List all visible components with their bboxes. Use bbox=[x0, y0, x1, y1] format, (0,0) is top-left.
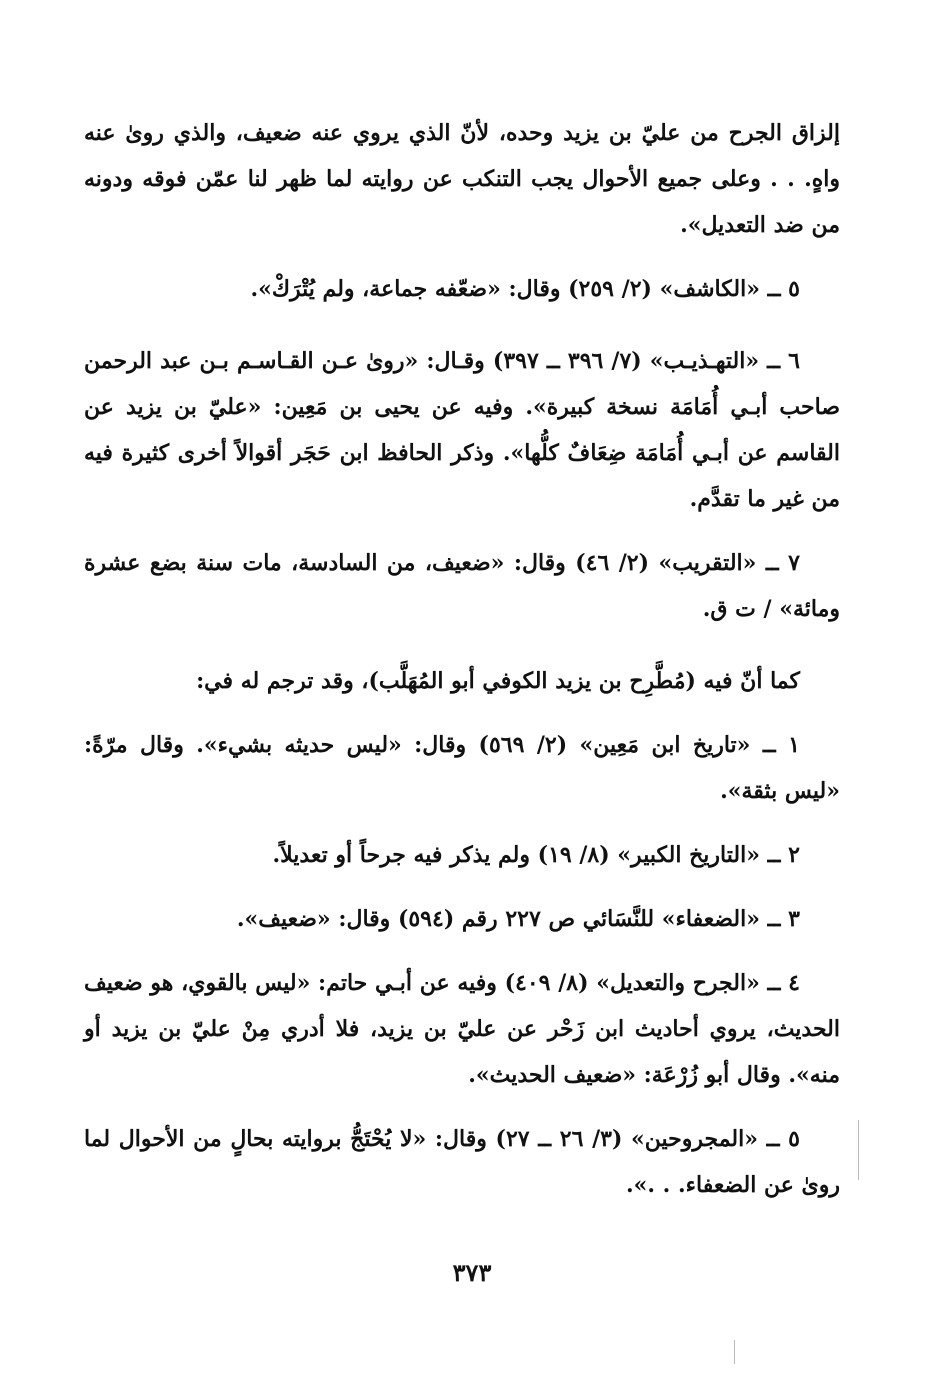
paragraph-mutarrih-intro: كما أنّ فيه (مُطَّرِح بن يزيد الكوفي أبو المُهَلَّب)، وقد ترجم له في: bbox=[196, 668, 800, 694]
paragraph-item-6-tahdhib: ٦ ــ «التهـذيـب» (٧/ ٣٩٦ ــ ٣٩٧) وقـال: «روىٰ عـن القـاسـم بـن عبد الرحمن صاحب أبـي أُمَامَة نسخة كبيرة». وفيه عن يحيى بن مَعِين: «عليّ بن يزيد عن القاسم عن أبـي أُمَامَة ضِعَافٌ كلُّها». وذكر الحافظ ابن حَجَر أقوالاً أخرى كثيرة فيه من غير ما تقدَّم. bbox=[84, 348, 840, 512]
paragraph-item-5-kashif: ٥ ــ «الكاشف» (٢/ ٢٥٩) وقال: «ضعّفه جماعة، ولم يُتْرَكْ». bbox=[250, 276, 800, 302]
paragraph-item-1-tarikh-ibn-main: ١ ــ «تاريخ ابن مَعِين» (٢/ ٥٦٩) وقال: «ليس حديثه بشيء». وقال مرّةً: «ليس بثقة». bbox=[84, 732, 840, 804]
scan-margin-mark bbox=[858, 1120, 859, 1180]
paragraph-item-3-duafa-nasai: ٣ ــ «الضعفاء» للنَّسَائي ص ٢٢٧ رقم (٥٩٤) وقال: «ضعيف». bbox=[236, 906, 800, 932]
paragraph-item-5-majruhin: ٥ ــ «المجروحين» (٣/ ٢٦ ــ ٢٧) وقال: «لا يُحْتَجُّ بروايته بحالٍ من الأحوال لما روىٰ عن الضعفاء. . .». bbox=[84, 1126, 840, 1198]
scan-margin-mark bbox=[734, 1340, 735, 1364]
paragraph-item-7-taqrib: ٧ ــ «التقريب» (٢/ ٤٦) وقال: «ضعيف، من السادسة، مات سنة بضع عشرة ومائة» / ت ق. bbox=[84, 550, 840, 622]
page-number: ٣٧٣ bbox=[452, 1258, 492, 1287]
page-body bbox=[84, 110, 840, 1226]
paragraph-continuation: إلزاق الجرح من عليّ بن يزيد وحده، لأنّ الذي يروي عنه ضعيف، والذي روىٰ عنه واهٍ. . . وعلى جميع الأحوال يجب التنكب عن روايته لما ظهر لنا عمّن فوقه ودونه من ضد التعديل». bbox=[84, 120, 840, 238]
paragraph-item-4-jarh-tadil: ٤ ــ «الجرح والتعديل» (٨/ ٤٠٩) وفيه عن أبـي حاتم: «ليس بالقوي، هو ضعيف الحديث، يروي أحاديث ابن زَحْر عن عليّ بن يزيد، فلا أدري مِنْ عليّ بن يزيد أو منه». وقال أبو زُرْعَة: «ضعيف الحديث». bbox=[84, 970, 840, 1088]
paragraph-item-2-tarikh-kabir: ٢ ــ «التاريخ الكبير» (٨/ ١٩) ولم يذكر فيه جرحاً أو تعديلاً. bbox=[272, 842, 800, 868]
